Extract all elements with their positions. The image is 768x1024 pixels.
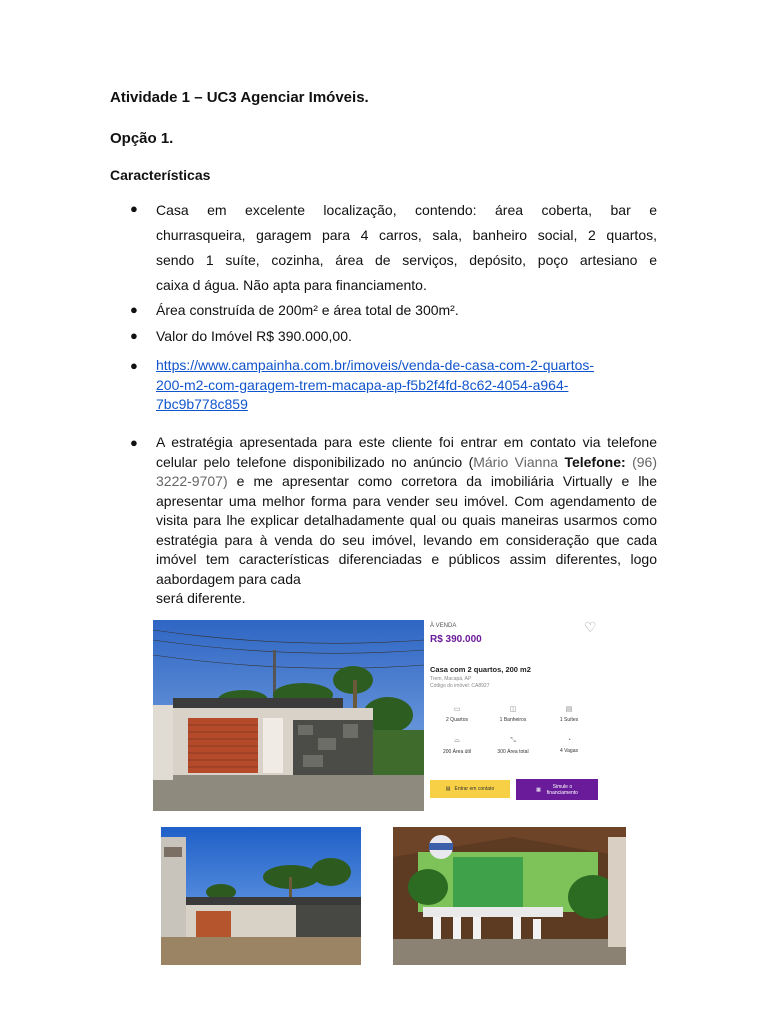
car-icon: ◔: [566, 737, 572, 744]
feature-label: 1 Banheiros: [499, 717, 527, 723]
feature-item: [488, 705, 538, 723]
finance-label-line: financiamento: [546, 789, 578, 796]
heart-icon[interactable]: ♡: [584, 619, 597, 635]
calculator-icon: ▦: [536, 786, 541, 793]
covered-area-illustration: [393, 827, 626, 965]
feature-item: [544, 705, 594, 723]
property-code: Código do imóvel: CA8927: [430, 683, 490, 689]
street-view-photo: [161, 827, 361, 965]
listing-link[interactable]: [156, 356, 657, 415]
strategy-last-line: será diferente.: [156, 590, 246, 606]
feature-item: [432, 705, 482, 723]
phone-number: (96) 3222-9707): [156, 453, 657, 489]
finance-button[interactable]: [516, 779, 598, 800]
finance-label-line: Simule o: [552, 783, 573, 790]
feature-label: 300 Área total: [497, 749, 529, 755]
listing-name: Casa com 2 quartos, 200 m2: [430, 665, 531, 674]
bullet-marker: ●: [130, 328, 138, 343]
street-view-illustration: [161, 827, 361, 965]
feature-label: 200 Área útil: [442, 749, 472, 755]
feature-item: [432, 737, 482, 755]
listing-location: [430, 676, 489, 690]
bullet-marker: ●: [130, 302, 138, 317]
bullet-marker: ●: [130, 435, 138, 450]
option-heading: Opção 1.: [110, 130, 174, 147]
section-heading: Características: [110, 167, 211, 183]
description-line: churrasqueira, garagem para 4 carros, sala, banheiro social, 2 quartos,: [156, 227, 657, 243]
link-line[interactable]: https://www.campainha.com.br/imoveis/venda-de-casa-com-2-quartos-: [156, 357, 595, 373]
link-line[interactable]: 7bc9b778c859: [156, 396, 248, 412]
contact-button-label: Entrar em contato: [454, 786, 495, 792]
location-text: Trem, Macapá, AP: [430, 676, 472, 682]
sale-tag: À VENDA: [430, 623, 457, 629]
contact-name: Mário Vianna: [473, 453, 559, 470]
document-title: Atividade 1 – UC3 Agenciar Imóveis.: [110, 89, 369, 106]
total-area-icon: ⤡: [510, 737, 516, 744]
house-front-photo: [153, 620, 424, 811]
phone-label: Telefone:: [564, 453, 626, 470]
link-line[interactable]: 200-m2-com-garagem-trem-macapa-ap-f5b2f4fd-8c62-4054-a964-: [156, 376, 569, 393]
covered-area-photo: [393, 827, 626, 965]
strategy-text: A estratégia apresentada para este cliente foi entrar em contato via telefone celular pelo telefone disponibilizado no anúncio (: [156, 434, 657, 470]
bed-icon: ▭: [453, 706, 461, 713]
house-front-illustration: [153, 620, 424, 811]
feature-item: [544, 737, 594, 754]
listing-price: R$ 390.000: [430, 634, 482, 645]
description-line: Casa em excelente localização, contendo: área coberta, bar e: [156, 202, 657, 218]
strategy-text-continued: e me apresentar como corretora da imobiliária Virtually e lhe apresentar uma melhor forma para vender seu imóvel. Com agendamento de visita para lhe explicar detalhadamente qual ou quais maneiras usarmos como estratégia para à venda do seu imóvel, levando em consideração que cada imóvel tem características diferenciadas e públicos assim diferentes, logo aabordagem para cada: [156, 473, 657, 587]
feature-label: 1 Suítes: [559, 717, 579, 723]
description-line: sendo 1 suíte, cozinha, área de serviços, depósito, poço artesiano e: [156, 252, 657, 268]
feature-label: 4 Vagas: [560, 748, 578, 754]
description-line: caixa d água. Não apta para financiamento.: [156, 277, 427, 293]
bullet-marker: ●: [130, 201, 138, 216]
description-paragraph: [156, 198, 657, 298]
feature-item: [488, 737, 538, 755]
finance-button-label: [547, 784, 578, 796]
area-icon: ⌓: [454, 737, 460, 744]
suite-icon: ▤: [565, 706, 573, 713]
bullet-marker: ●: [130, 358, 138, 373]
contact-button[interactable]: [430, 780, 510, 798]
price-text: Valor do Imóvel R$ 390.000,00.: [156, 328, 352, 344]
chat-icon: ▤: [445, 786, 451, 792]
listing-card: [424, 617, 604, 807]
feature-label: 2 Quartos: [446, 717, 468, 723]
strategy-paragraph: [156, 433, 657, 609]
bath-icon: ◫: [509, 706, 517, 713]
area-text: Área construída de 200m² e área total de 300m².: [156, 302, 459, 318]
